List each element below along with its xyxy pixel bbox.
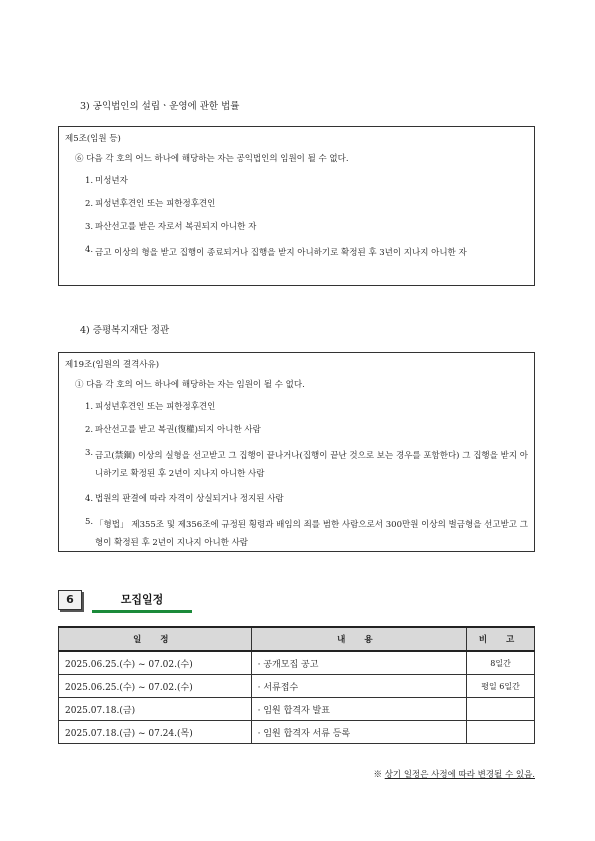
section-number-badge: 6 [58,590,82,610]
header-content: 내 용 [251,627,466,651]
table-row [59,651,535,675]
schedule-table [58,626,535,744]
schedule-note [373,768,535,780]
list-item: 4. 법원의 판결에 따라 자격이 상실되거나 정지된 사람 [85,494,284,504]
article-paragraph: ⑥ 다음 각 호의 어느 하나에 해당하는 자는 공익법인의 임원이 될 수 없다. [75,154,349,164]
cell-date: 2025.07.18.(금) ~ 07.24.(목) [59,721,252,744]
article-paragraph: ① 다음 각 호의 어느 하나에 해당하는 자는 임원이 될 수 없다. [75,380,305,390]
list-item: 3. 파산선고를 받은 자로서 복권되지 아니한 자 [85,222,257,232]
table-header-row [59,627,535,651]
cell-remark: 평일 6일간 [467,675,535,698]
list-item: 1. 미성년자 [85,176,128,186]
list-item: 1. 피성년후견인 또는 피한정후견인 [85,402,216,412]
section-3-title: 3) 공익법인의 설립ㆍ운영에 관한 법률 [80,101,240,112]
table-row [59,721,535,744]
header-date: 일 정 [59,627,252,651]
cell-content: · 서류접수 [251,675,466,698]
note-mark: ※ [373,770,382,780]
list-item: 3. 금고(禁錮) 이상의 실형을 선고받고 그 집행이 끝나거나(집행이 끝난 것으로 보는 경우를 포함한다) 그 집행을 받지 아니하기로 확정된 후 2년이 지나지 아니한 사람 [85,448,528,479]
list-item: 2. 피성년후견인 또는 피한정후견인 [85,199,216,209]
cell-remark [467,721,535,744]
cell-content: · 공개모집 공고 [251,651,466,675]
section-4-title: 4) 증평복지재단 정관 [80,325,170,336]
cell-date: 2025.06.25.(수) ~ 07.02.(수) [59,675,252,698]
schedule-title: 모집일정 [92,590,192,613]
table-row [59,675,535,698]
list-item: 2. 파산선고를 받고 복권(復權)되지 아니한 사람 [85,425,261,435]
cell-date: 2025.06.25.(수) ~ 07.02.(수) [59,651,252,675]
article-heading: 제5조(임원 등) [65,134,121,144]
law-box-foundation-articles [58,352,535,552]
cell-content: · 임원 합격자 서류 등록 [251,721,466,744]
cell-remark: 8일간 [467,651,535,675]
header-remark: 비 고 [467,627,535,651]
list-item: 4. 금고 이상의 형을 받고 집행이 종료되거나 집행을 받지 아니하기로 확정된 후 3년이 지나지 아니한 자 [85,245,467,258]
cell-content: · 임원 합격자 발표 [251,698,466,721]
list-item: 5. 「형법」 제355조 및 제356조에 규정된 횡령과 배임의 죄를 범한 사람으로서 300만원 이상의 벌금형을 선고받고 그 형이 확정된 후 2년이 지나지 아니한 사람 [85,517,528,548]
table-row [59,698,535,721]
law-box-public-corporation [58,126,535,286]
cell-date: 2025.07.18.(금) [59,698,252,721]
cell-remark [467,698,535,721]
article-heading: 제19조(임원의 결격사유) [65,360,160,370]
note-text: 상기 일정은 사정에 따라 변경될 수 있음. [384,770,535,780]
